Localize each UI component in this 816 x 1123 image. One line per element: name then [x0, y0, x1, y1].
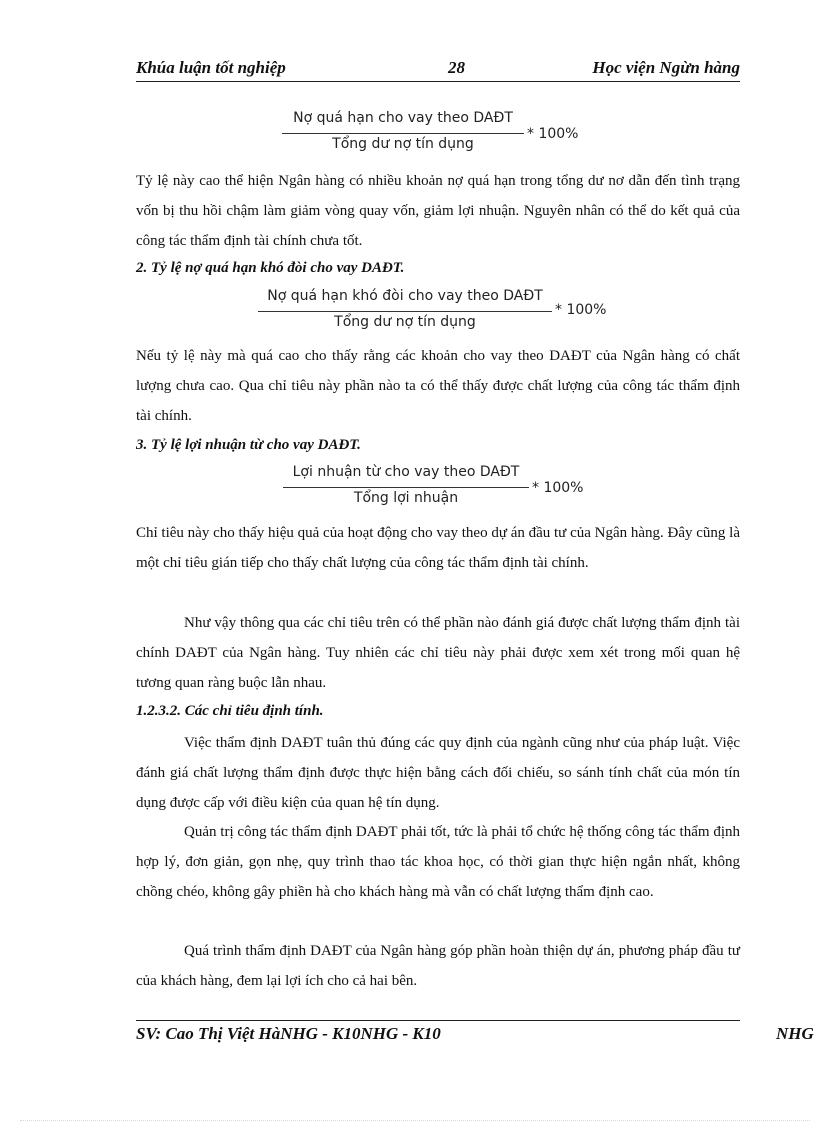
formula-numerator: Nợ quá hạn cho vay theo DAĐT	[293, 110, 513, 126]
formula-multiplier: * 100%	[555, 302, 607, 318]
heading-qualitative-indicators: 1.2.3.2. Các chỉ tiêu định tính.	[136, 703, 324, 719]
formula-multiplier: * 100%	[527, 126, 579, 142]
formula-bad-debt-ratio	[258, 288, 618, 338]
formula-multiplier: * 100%	[532, 480, 584, 496]
formula-fraction-bar	[258, 311, 552, 312]
formula-fraction-bar	[283, 487, 529, 488]
heading-bad-debt-ratio: 2. Tỷ lệ nợ quá hạn khó đòi cho vay DAĐT.	[136, 260, 405, 276]
page-header	[136, 58, 740, 82]
formula-denominator: Tổng dư nợ tín dụng	[334, 314, 476, 330]
footer-student: SV: Cao Thị Việt HàNHG - K10NHG - K10	[136, 1024, 441, 1043]
heading-profit-ratio: 3. Tỷ lệ lợi nhuận từ cho vay DAĐT.	[136, 437, 361, 453]
formula-profit-ratio	[283, 464, 603, 514]
formula-fraction-bar	[282, 133, 524, 134]
formula-denominator: Tổng dư nợ tín dụng	[332, 136, 474, 152]
formula-overdue-ratio	[282, 110, 602, 160]
footer-rule	[136, 1020, 740, 1021]
header-rule	[136, 81, 740, 82]
paragraph-summary: Như vậy thông qua các chỉ tiêu trên có thể phần nào đánh giá được chất lượng thẩm định tài chính DAĐT của Ngân hàng. Tuy nhiên các chỉ tiêu này phải được xem xét trong mối quan hệ tương quan ràng buộc lẫn nhau.	[136, 615, 740, 691]
paragraph-process: Quá trình thẩm định DAĐT của Ngân hàng góp phần hoàn thiện dự án, phương pháp đầu tư của khách hàng, đem lại lợi ích cho cả hai bên.	[136, 943, 740, 989]
paragraph-overdue-ratio: Tỷ lệ này cao thể hiện Ngân hàng có nhiều khoản nợ quá hạn trong tổng dư nơ dẫn đến tình trạng vốn bị thu hồi chậm làm giảm vòng quay vốn, giảm lợi nhuận. Nguyên nhân có thể do kết quả của công tác thẩm định tài chính chưa tốt.	[136, 173, 740, 249]
formula-numerator: Nợ quá hạn khó đòi cho vay theo DAĐT	[267, 288, 543, 304]
paragraph-profit-ratio: Chỉ tiêu này cho thấy hiệu quả của hoạt động cho vay theo dự án đầu tư của Ngân hàng. Đây cũng là một chỉ tiêu gián tiếp cho thấy chất lượng của công tác thẩm định tài chính.	[136, 525, 740, 571]
paragraph-compliance: Việc thẩm định DAĐT tuân thủ đúng các quy định của ngành cũng như của pháp luật. Việc đánh giá chất lượng thẩm định được thực hiện bằng cách đối chiếu, so sánh tính chất của món tín dụng được cấp với điều kiện của quan hệ tín dụng.	[136, 735, 740, 811]
page-bottom-divider	[20, 1120, 810, 1121]
paragraph-management: Quản trị công tác thẩm định DAĐT phải tốt, tức là phải tổ chức hệ thống công tác thẩm định hợp lý, đơn giản, gọn nhẹ, quy trình thao tác khoa học, có thời gian thực hiện ngắn nhất, không chồng chéo, không gây phiền hà cho khách hàng mà vẫn có chất lượng thẩm định cao.	[136, 824, 740, 900]
formula-numerator: Lợi nhuận từ cho vay theo DAĐT	[292, 464, 520, 480]
paragraph-bad-debt-ratio: Nếu tỷ lệ này mà quá cao cho thấy rằng các khoản cho vay theo DAĐT của Ngân hàng có chất lượng chưa cao. Qua chỉ tiêu này phần nào ta có thể thấy được chất lượng của công tác thẩm định tài chính.	[136, 348, 740, 424]
header-page-number: 28	[448, 58, 465, 77]
formula-denominator: Tổng lợi nhuận	[353, 490, 459, 506]
header-thesis-title: Khúa luận tốt nghiệp	[136, 58, 286, 77]
header-institution: Học viện Ngừn hàng	[592, 58, 740, 77]
footer-code: NHG	[776, 1024, 814, 1043]
